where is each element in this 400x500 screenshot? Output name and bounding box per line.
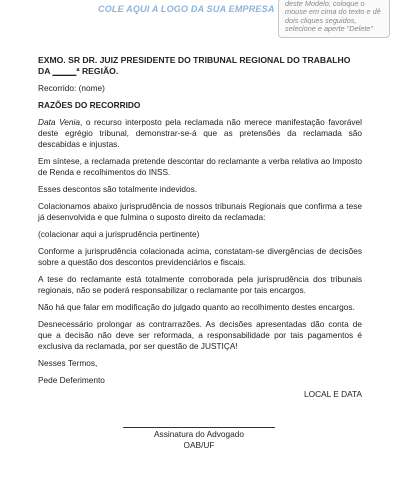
court-addressee — [38, 55, 362, 77]
instruction-note: deste Modelo, coloque o mouse em cima do texto e dê dois cliques seguidos, selecione e aperte "Delete" — [278, 0, 390, 38]
paragraph-1 — [38, 117, 362, 150]
paragraph-1-text: , o recurso interposto pela reclamada não merece manifestação favorável deste egrégio tribunal, demonstrar-se-á que as pretensões da reclamada são descabidas e injustas. — [38, 117, 362, 149]
signature-line — [123, 427, 275, 428]
paragraph-3: Esses descontos são totalmente indevidos. — [38, 184, 198, 194]
paragraph-8: Não há que falar em modificação do julgado quanto ao recolhimento destes encargos. — [38, 302, 355, 312]
paragraph-7: A tese do reclamante está totalmente corroborada pela jurisprudência dos tribunais regionais, não se poderá responsabilizar o reclamante por tais encargos. — [38, 274, 362, 295]
court-addressee-text: EXMO. SR DR. JUIZ PRESIDENTE DO TRIBUNAL REGIONAL DO TRABALHO DA — [38, 55, 351, 76]
data-venia-text: Data Venia — [38, 117, 80, 127]
signature-name: Assinatura do Advogado — [154, 429, 244, 439]
paragraph-5: (colacionar aqui a jurisprudência pertinente) — [38, 229, 200, 239]
region-number-blank: _____ — [52, 66, 77, 76]
paragraph-2: Em síntese, a reclamada pretende descontar do reclamante a verba relativa ao Imposto de Renda e recolhimentos do INSS. — [38, 156, 362, 177]
local-and-date: LOCAL E DATA — [304, 389, 362, 399]
paragraph-6: Conforme a jurisprudência colacionada acima, constatam-se divergências de decisões sobre a questão dos descontos previdenciários e fiscais. — [38, 246, 362, 267]
signature-oab: OAB/UF — [183, 439, 215, 450]
section-title: RAZÕES DO RECORRIDO — [38, 100, 141, 110]
document-body — [38, 55, 362, 392]
closing-request: Pede Deferimento — [38, 375, 105, 385]
paragraph-4: Colacionamos abaixo jurisprudência de nossos tribunais Regionais que confirma a tese já desenvolvida e que fulmina o suposto direito da reclamada: — [38, 201, 362, 222]
paragraph-9: Desnecessário prolongar as contrarrazões. As decisões apresentadas dão conta de que a decisão não deve ser reformada, a responsabilidade por tais pagamentos é exclusiva da reclamada, por ser questão de JUSTIÇA! — [38, 319, 362, 351]
logo-placeholder: COLE AQUI A LOGO DA SUA EMPRESA — [98, 4, 275, 14]
closing-terms: Nesses Termos, — [38, 358, 98, 368]
recorrido-line: Recorrido: (nome) — [38, 83, 105, 93]
court-addressee-region: ª REGIÃO. — [76, 66, 119, 76]
signature-block — [123, 429, 275, 450]
